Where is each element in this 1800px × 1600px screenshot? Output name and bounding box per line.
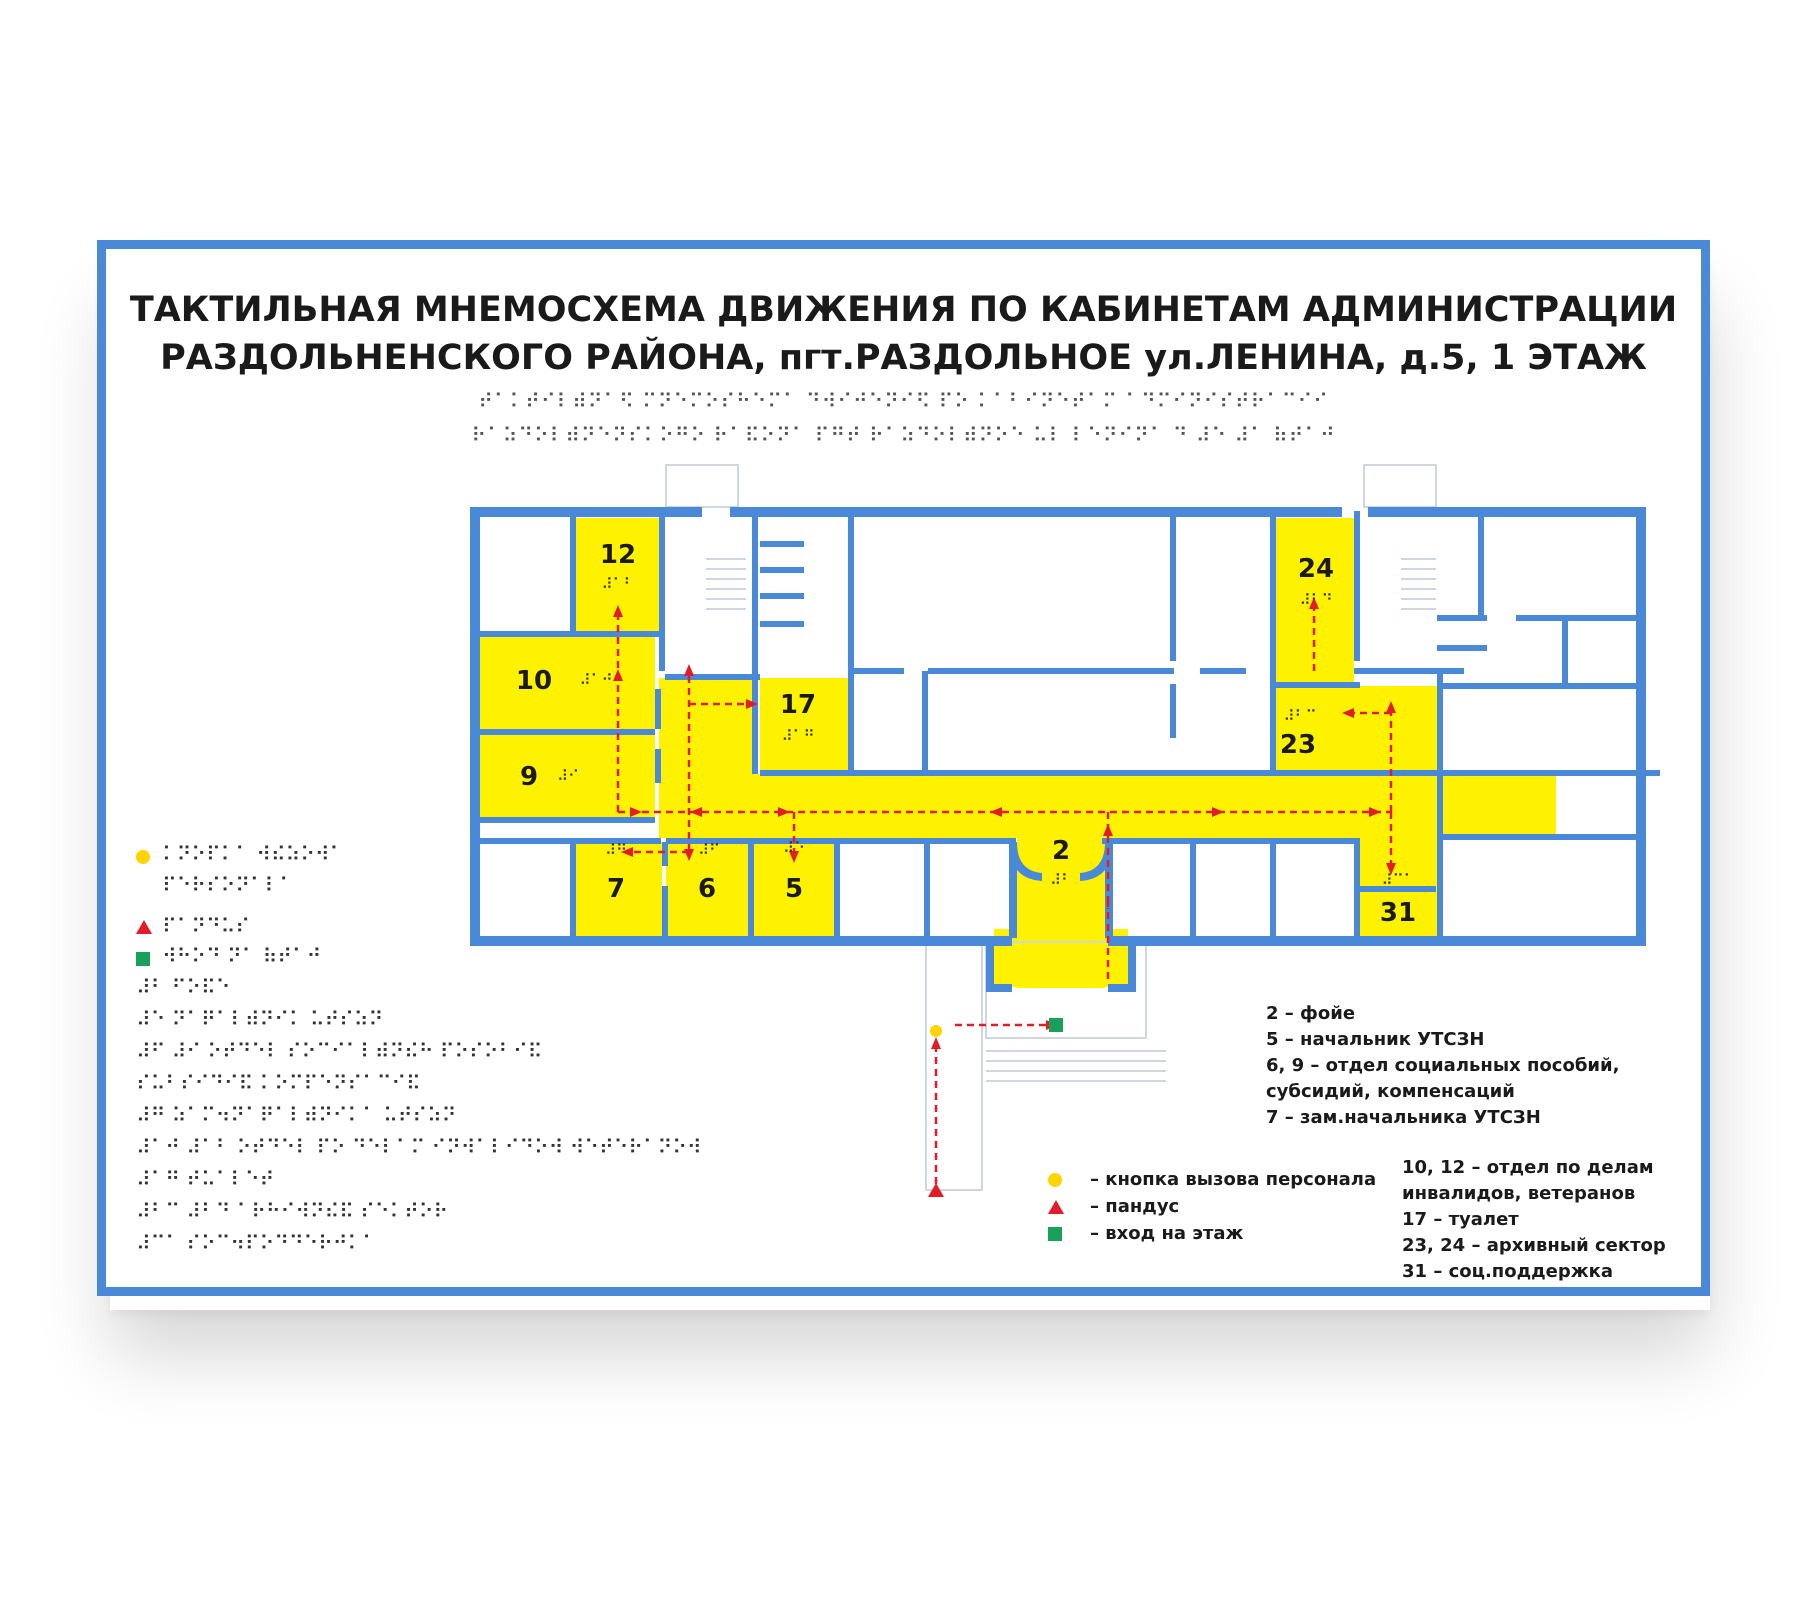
legend-entrance-label: – вход на этаж — [1090, 1223, 1244, 1244]
room-label-7: 7 — [606, 874, 626, 904]
braille-ramp-label: ⠏⠁⠝⠙⠥⠎ — [162, 914, 250, 938]
room-legend-item: инвалидов, ветеранов — [1402, 1183, 1636, 1204]
call-button-icon — [1048, 1173, 1062, 1187]
title-line-1: ТАКТИЛЬНАЯ МНЕМОСХЕМА ДВИЖЕНИЯ ПО КАБИНЕТАМ АДМИНИСТРАЦИИ — [129, 290, 1678, 330]
entrance-marker — [1049, 1018, 1063, 1032]
title-braille-2: ⠗⠁⠵⠙⠕⠇⠾⠝⠑⠝⠎⠅⠕⠛⠕ ⠗⠁⠯⠕⠝⠁ ⠏⠛⠞ ⠗⠁⠵⠙⠕⠇⠾⠝⠕⠑ ⠥⠇ ⠇⠑⠝⠊⠝⠁ ⠙ ⠼⠑ ⠼⠁ ⠷⠞⠁⠚ — [471, 423, 1336, 447]
braille-legend-6-9-a: ⠼⠋ ⠼⠊ ⠕⠞⠙⠑⠇ ⠎⠕⠉⠊⠁⠇⠾⠝⠮⠓ ⠏⠕⠎⠕⠃⠊⠯ — [136, 1039, 543, 1063]
tactile-sign — [97, 240, 1710, 1296]
room-braille-2: ⠼⠃ — [1050, 871, 1072, 889]
entrance-icon — [1048, 1227, 1062, 1241]
braille-legend-button-2: ⠏⠑⠗⠎⠕⠝⠁⠇⠁ — [162, 873, 294, 897]
legend-ramp — [1046, 1196, 1376, 1223]
room-braille-6: ⠼⠋ — [698, 841, 720, 859]
room-10-area — [478, 635, 655, 729]
ramp-icon — [1048, 1200, 1064, 1214]
legend-ramp-label: – пандус — [1090, 1196, 1180, 1217]
call-button-marker — [930, 1025, 942, 1037]
room-label-9: 9 — [519, 762, 539, 792]
braille-legend-10-12: ⠼⠁⠚ ⠼⠁⠃ ⠕⠞⠙⠑⠇ ⠏⠕ ⠙⠑⠇⠁⠍ ⠊⠝⠺⠁⠇⠊⠙⠕⠺ ⠺⠑⠞⠑⠗⠁⠝⠕⠺ — [136, 1135, 702, 1159]
room-braille-24: ⠼⠃⠙ — [1299, 591, 1333, 609]
title-braille-1: ⠞⠁⠅⠞⠊⠇⠾⠝⠁⠫ ⠍⠝⠑⠍⠕⠎⠓⠑⠍⠁ ⠙⠺⠊⠚⠑⠝⠊⠫ ⠏⠕ ⠅⠁⠃⠊⠝⠑⠞⠁⠍ ⠁⠙⠍⠊⠝⠊⠎⠞⠗⠁⠉⠊⠊ — [478, 389, 1329, 413]
room-braille-5: ⠼⠑ — [783, 839, 805, 857]
ramp-icon — [136, 920, 152, 934]
room-label-2: 2 — [1051, 836, 1071, 866]
braille-legend-2: ⠼⠃ ⠋⠕⠯⠑ — [136, 975, 231, 999]
room-label-10: 10 — [515, 666, 553, 696]
legend-entrance — [1046, 1223, 1376, 1250]
room-label-5: 5 — [784, 874, 804, 904]
braille-legend-31: ⠼⠉⠁ ⠎⠕⠉⠲⠏⠕⠙⠙⠑⠗⠚⠅⠁ — [136, 1231, 377, 1255]
room-legend-item: 5 – начальник УТСЗН — [1266, 1029, 1485, 1050]
room-braille-12: ⠼⠁⠃ — [601, 575, 635, 593]
room-braille-7: ⠼⠛ — [605, 841, 627, 859]
room-legend-item: 17 – туалет — [1402, 1209, 1519, 1230]
room-legend-item: 10, 12 – отдел по делам — [1402, 1157, 1654, 1178]
room-label-17: 17 — [779, 690, 817, 720]
legend-call-button-label: – кнопка вызова персонала — [1090, 1169, 1377, 1190]
room-legend-2 — [1402, 1155, 1666, 1285]
braille-legend-entrance — [136, 944, 321, 968]
room-legend-1 — [1266, 1001, 1619, 1131]
title-line-2: РАЗДОЛЬНЕНСКОГО РАЙОНА, пгт.РАЗДОЛЬНОЕ ул.ЛЕНИНА, д.5, 1 ЭТАЖ — [160, 338, 1647, 378]
room-label-12: 12 — [599, 540, 637, 570]
room-legend-item: 23, 24 – архивный сектор — [1402, 1235, 1666, 1256]
braille-legend-5: ⠼⠑ ⠝⠁⠟⠁⠇⠾⠝⠊⠅ ⠥⠞⠎⠵⠝ — [136, 1007, 384, 1031]
braille-legend-23-24: ⠼⠃⠉ ⠼⠃⠙ ⠁⠗⠓⠊⠺⠝⠮⠯ ⠎⠑⠅⠞⠕⠗ — [136, 1199, 449, 1223]
room-legend-item: 6, 9 – отдел социальных пособий, — [1266, 1055, 1620, 1076]
floor-plan — [106, 249, 1701, 1287]
braille-legend-button-1 — [136, 842, 344, 866]
braille-legend-17: ⠼⠁⠛ ⠞⠥⠁⠇⠑⠞ — [136, 1167, 275, 1191]
room-braille-23: ⠼⠃⠉ — [1283, 707, 1317, 725]
room-braille-31: ⠼⠉⠁ — [1381, 871, 1415, 889]
room-legend-item: субсидий, компенсаций — [1266, 1081, 1515, 1102]
room-braille-9: ⠼⠊ — [557, 767, 579, 785]
braille-entrance-label: ⠺⠓⠕⠙ ⠝⠁ ⠷⠞⠁⠚ — [162, 944, 322, 968]
room-braille-17: ⠼⠁⠛ — [781, 727, 815, 745]
room-legend-item: 31 – соц.поддержка — [1402, 1261, 1614, 1282]
legend-call-button — [1046, 1169, 1376, 1196]
room-label-6: 6 — [697, 874, 717, 904]
room-label-23: 23 — [1279, 730, 1317, 760]
call-button-icon — [136, 850, 150, 864]
entrance-icon — [136, 952, 150, 966]
room-legend-item: 2 – фойе — [1266, 1003, 1356, 1024]
room-label-24: 24 — [1297, 554, 1335, 584]
braille-legend-7: ⠼⠛ ⠵⠁⠍⠲⠝⠁⠟⠁⠇⠾⠝⠊⠅⠁ ⠥⠞⠎⠵⠝ — [136, 1103, 457, 1127]
room-braille-10: ⠼⠁⠚ — [579, 671, 613, 689]
symbol-legend — [1046, 1169, 1376, 1250]
room-label-31: 31 — [1379, 898, 1417, 928]
room-legend-item: 7 – зам.начальника УТСЗН — [1266, 1107, 1541, 1128]
braille-legend-6-9-b: ⠎⠥⠃⠎⠊⠙⠊⠯ ⠅⠕⠍⠏⠑⠝⠎⠁⠉⠊⠯ — [136, 1071, 421, 1095]
braille-legend-ramp — [136, 914, 250, 938]
braille-button-label-1: ⠅⠝⠕⠏⠅⠁ ⠺⠮⠵⠕⠺⠁ — [162, 842, 345, 866]
